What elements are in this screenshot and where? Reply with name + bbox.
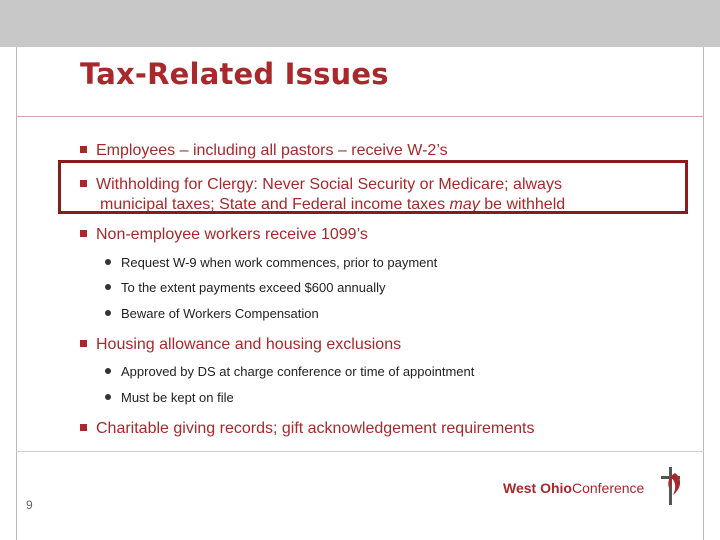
page-number: 9 (26, 498, 33, 512)
sub-bullet: Must be kept on file (105, 389, 234, 406)
west-ohio-conference-logo: West OhioConference (503, 480, 645, 496)
square-bullet-icon (80, 340, 87, 347)
sub-bullet: Approved by DS at charge conference or time of appointment (105, 363, 474, 380)
round-bullet-icon (105, 394, 111, 400)
sub-bullet: To the extent payments exceed $600 annually (105, 279, 386, 296)
cross-and-flame-icon (655, 463, 685, 508)
square-bullet-icon (80, 146, 87, 153)
slide-title: Tax-Related Issues (80, 57, 389, 91)
bullet-withholding-line2: municipal taxes; State and Federal income taxes may be withheld (100, 196, 566, 213)
bullet-withholding: Withholding for Clergy: Never Social Security or Medicare; always municipal taxes; State and Federal income taxes may be withheld (80, 175, 565, 215)
bullet-employees: Employees – including all pastors – receive W-2’s (80, 141, 448, 161)
square-bullet-icon (80, 424, 87, 431)
square-bullet-icon (80, 230, 87, 237)
footer-divider (16, 451, 704, 452)
round-bullet-icon (105, 310, 111, 316)
title-divider (16, 116, 704, 117)
bullet-housing: Housing allowance and housing exclusions (80, 335, 401, 355)
round-bullet-icon (105, 259, 111, 265)
bullet-charitable: Charitable giving records; gift acknowledgement requirements (80, 419, 534, 439)
sub-bullet: Beware of Workers Compensation (105, 305, 319, 322)
bullet-non-employee: Non-employee workers receive 1099’s (80, 225, 368, 245)
highlight-box (58, 160, 688, 214)
round-bullet-icon (105, 368, 111, 374)
top-band (0, 0, 720, 47)
round-bullet-icon (105, 284, 111, 290)
sub-bullet: Request W-9 when work commences, prior to payment (105, 254, 437, 271)
